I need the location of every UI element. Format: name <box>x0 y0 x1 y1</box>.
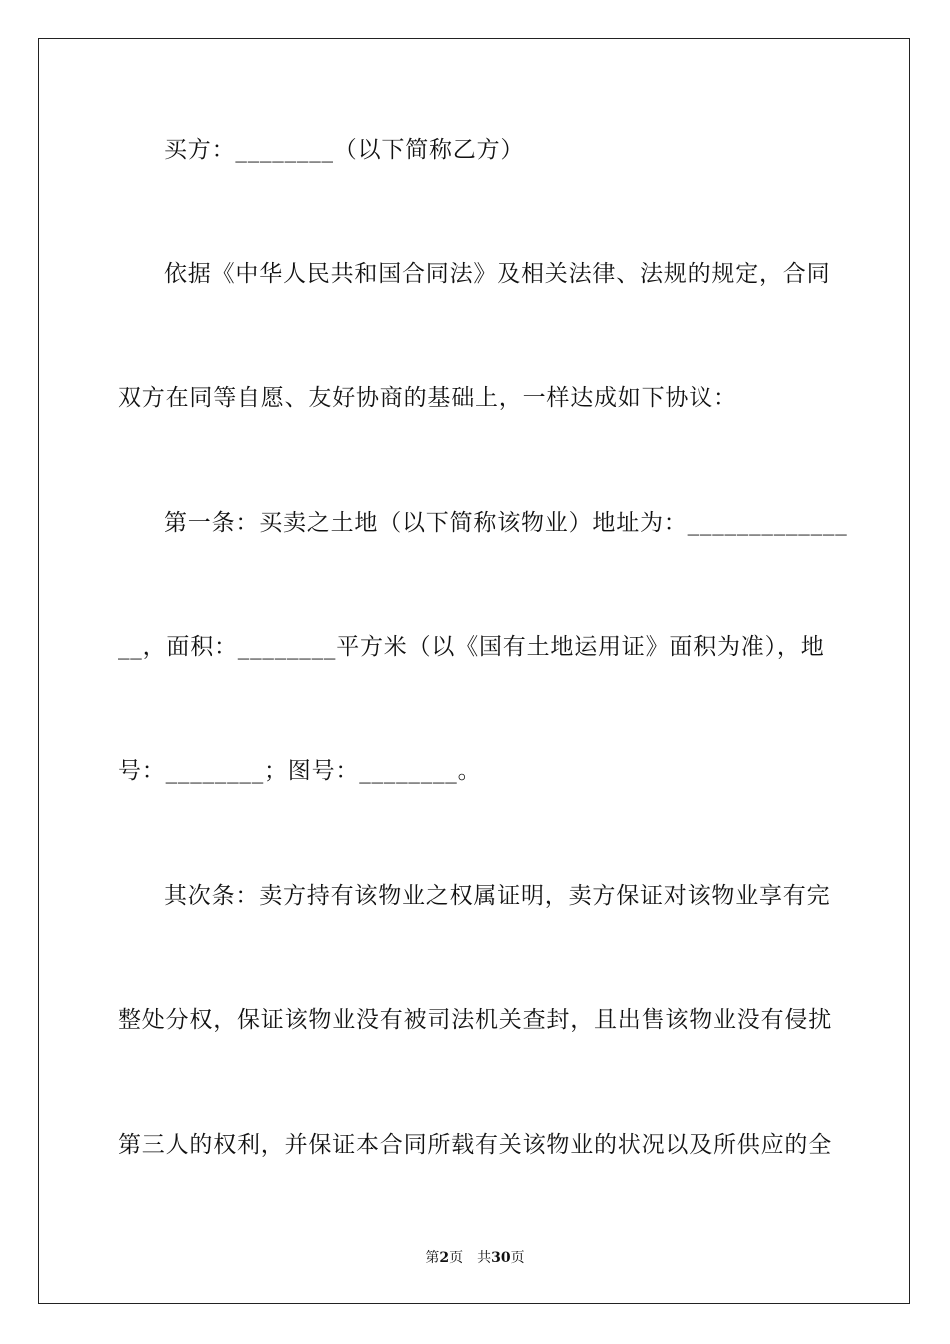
footer-mid: 页 共 <box>449 1250 492 1266</box>
text-line-article-1: 第一条：买卖之土地（以下简称该物业）地址为：_____________ <box>164 510 848 536</box>
page-footer <box>0 1247 950 1267</box>
text-line-lot-number: 号：________；图号：________。 <box>118 758 482 784</box>
footer-total-pages: 30 <box>491 1250 511 1266</box>
text-line-article-2: 其次条：卖方持有该物业之权属证明，卖方保证对该物业享有完 <box>164 883 831 909</box>
text-line-area: __，面积：________平方米（以《国有土地运用证》面积为准），地 <box>118 634 825 660</box>
footer-suffix: 页 <box>510 1250 525 1266</box>
text-line-parties: 双方在同等自愿、友好协商的基础上，一样达成如下协议： <box>118 385 737 411</box>
footer-page-number: 2 <box>439 1250 450 1266</box>
text-line-disposal-rights: 整处分权，保证该物业没有被司法机关查封，且出售该物业没有侵扰 <box>118 1007 832 1033</box>
footer-prefix: 第 <box>425 1250 440 1266</box>
page-border <box>38 38 910 1304</box>
text-line-third-party: 第三人的权利，并保证本合同所载有关该物业的状况以及所供应的全 <box>118 1132 832 1158</box>
text-line-buyer: 买方：________（以下简称乙方） <box>164 137 525 163</box>
text-line-basis: 依据《中华人民共和国合同法》及相关法律、法规的规定，合同 <box>164 261 831 287</box>
